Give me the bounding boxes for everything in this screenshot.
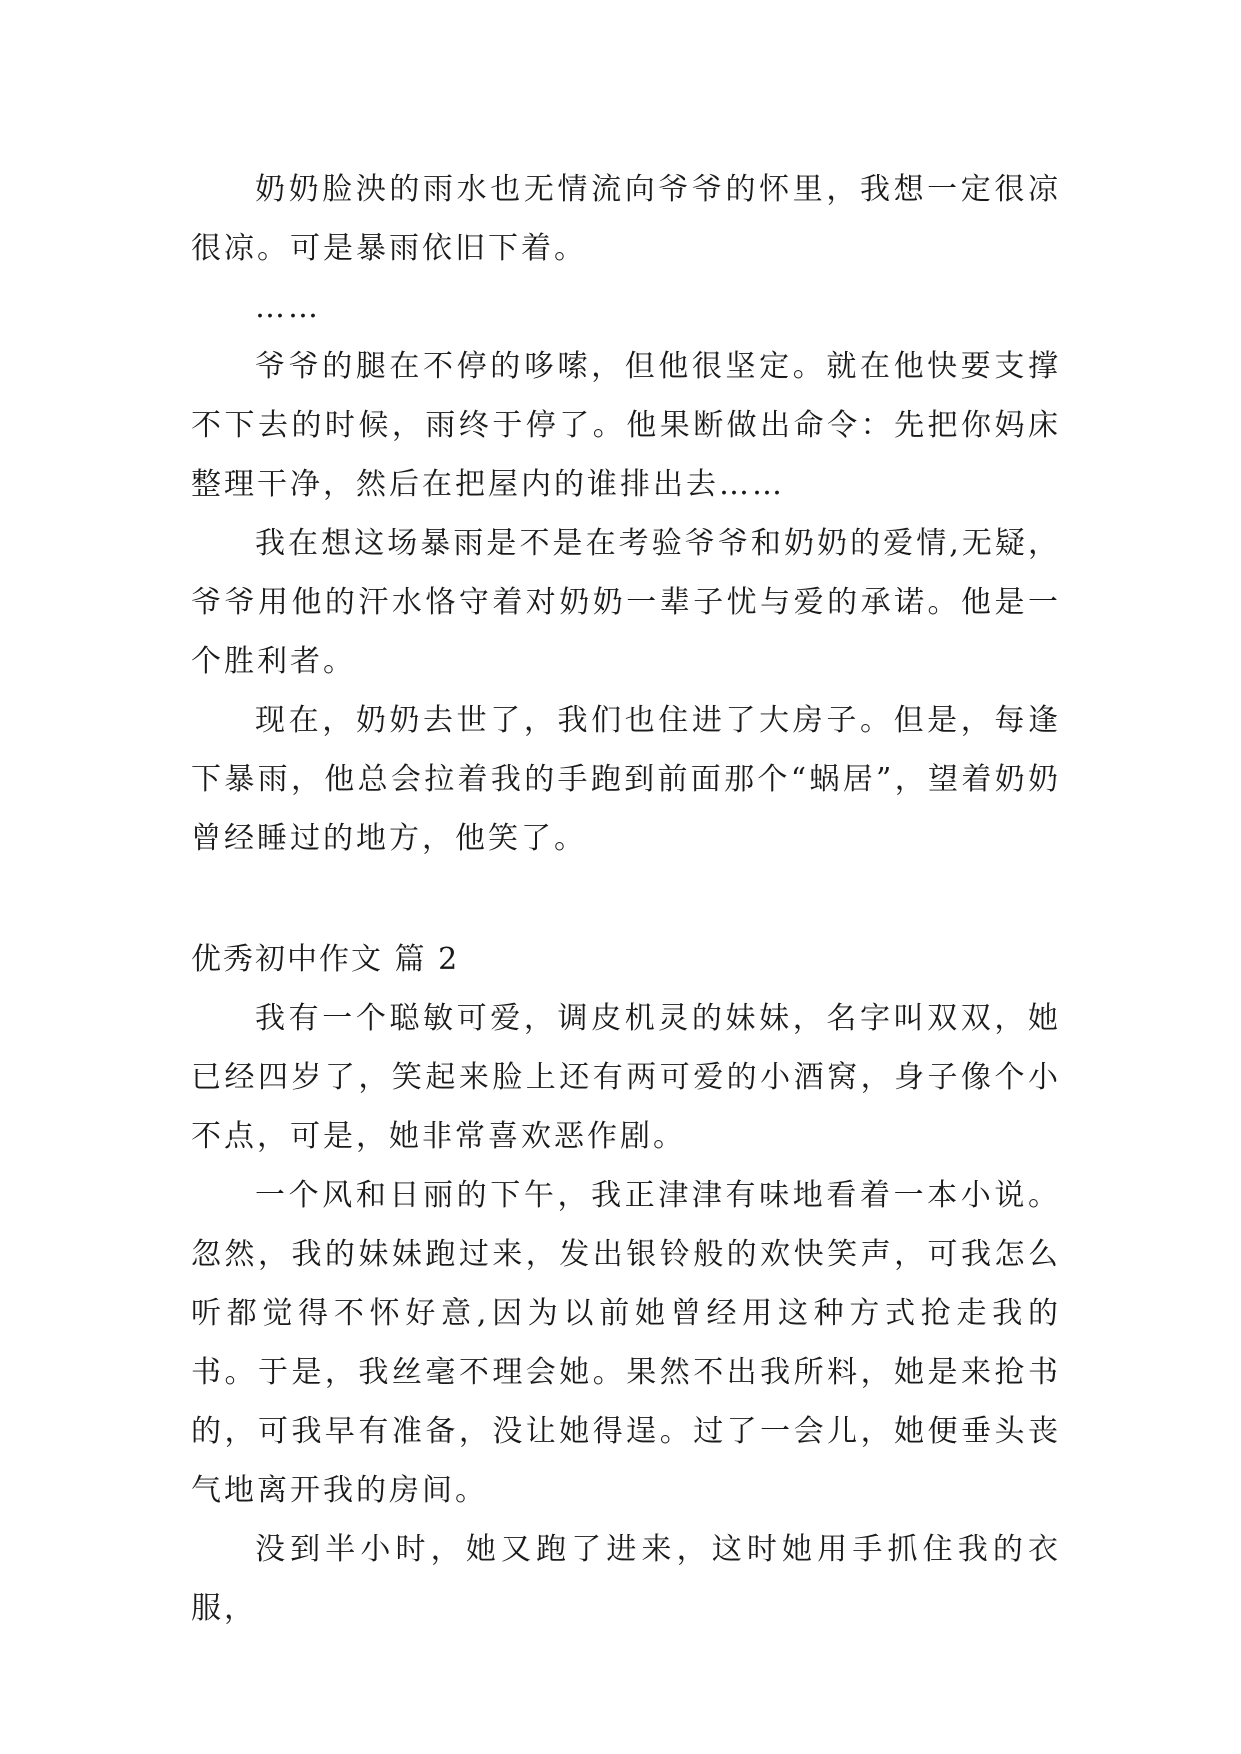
- paragraph: 现在，奶奶去世了，我们也住进了大房子。但是，每逢下暴雨，他总会拉着我的手跑到前面那个“蜗居”，望着奶奶曾经睡过的地方，他笑了。: [191, 703, 1061, 856]
- section-heading: 优秀初中作文 篇 2: [191, 942, 460, 977]
- ellipsis-line: ……: [255, 290, 321, 325]
- paragraph: 奶奶脸泱的雨水也无情流向爷爷的怀里，我想一定很凉很凉。可是暴雨依旧下着。: [191, 172, 1061, 266]
- paragraph: 我在想这场暴雨是不是在考验爷爷和奶奶的爱情,无疑，爷爷用他的汗水恪守着对奶奶一辈子忧与爱的承诺。他是一个胜利者。: [191, 526, 1061, 679]
- paragraph: 没到半小时，她又跑了进来，这时她用手抓住我的衣服，: [191, 1532, 1061, 1626]
- section-gap: [191, 868, 1061, 930]
- paragraph: 一个风和日丽的下午，我正津津有味地看着一本小说。忽然，我的妹妹跑过来，发出银铃般的欢快笑声，可我怎么听都觉得不怀好意,因为以前她曾经用这种方式抢走我的书。于是，我丝毫不理会她。果然不出我所料，她是来抢书的，可我早有准备，没让她得逞。过了一会儿，她便垂头丧气地离开我的房间。: [191, 1178, 1061, 1508]
- document-page: [191, 160, 1061, 1638]
- paragraph: 我有一个聪敏可爱，调皮机灵的妹妹，名字叫双双，她已经四岁了，笑起来脸上还有两可爱的小酒窝，身子像个小不点，可是，她非常喜欢恶作剧。: [191, 1001, 1061, 1154]
- paragraph: 爷爷的腿在不停的哆嗦，但他很坚定。就在他快要支撑不下去的时候，雨终于停了。他果断做出命令：先把你妈床整理干净，然后在把屋内的谁排出去……: [191, 349, 1061, 502]
